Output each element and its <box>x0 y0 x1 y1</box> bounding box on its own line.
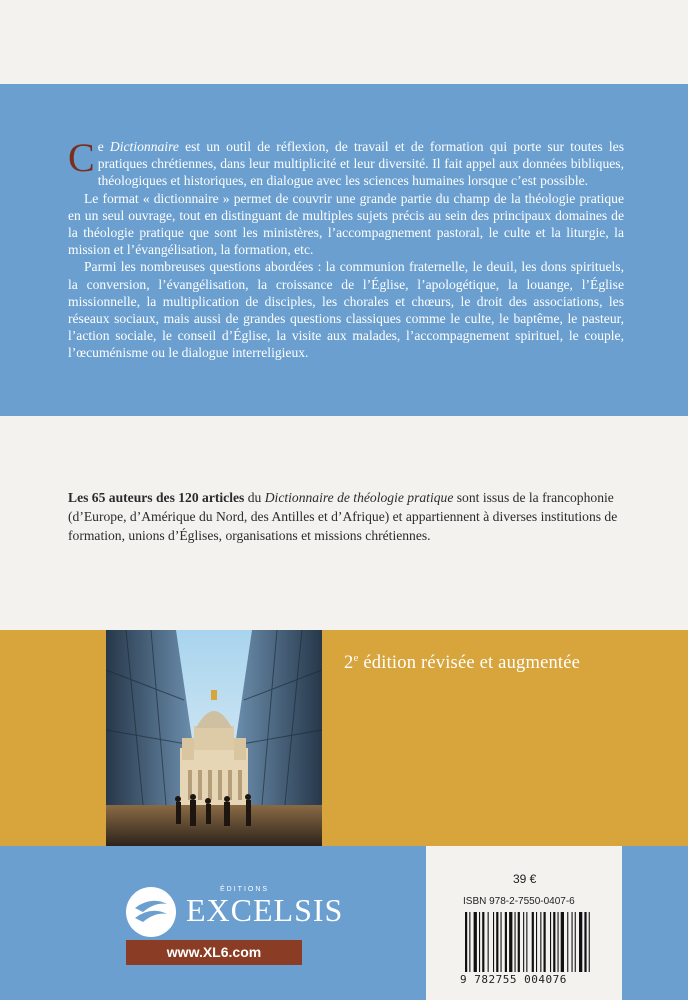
barcode-bar <box>558 912 559 972</box>
barcode-bar <box>536 912 537 972</box>
barcode-bar <box>567 912 568 972</box>
barcode-bar <box>575 912 576 972</box>
blurb-paragraph-2: Le format « dictionnaire » permet de couvrir une grande partie du champ de la théologie pratique en un seul ouvrage, tout en distinguant de multiples sujets précis au sein des principaux domaines de la théologie pratique que sont les ministères, l’accompagnement pastoral, le culte et la liturgie, la mission et l’évangélisation, la formation, etc. <box>68 190 624 258</box>
cathedral-photo <box>106 630 322 846</box>
barcode-bar <box>518 912 520 972</box>
barcode-bar <box>579 912 582 972</box>
dropcap: C <box>68 135 95 180</box>
barcode-bar <box>540 912 541 972</box>
blurb-paragraph-1: Ce Dictionnaire est un outil de réflexion, de travail et de formation qui porte sur toutes les pratiques chrétiennes, dans leur multiplicité et leur diversité. Il fait appel aux données bibliques, théologiques et historiques, en dialogue avec les sciences humaines lorsque c’est possible. <box>68 135 624 189</box>
barcode-bar <box>465 912 467 972</box>
price-label: 39 € <box>513 872 537 886</box>
edition-label: 2e édition révisée et augmentée <box>344 652 581 674</box>
barcode-bar <box>501 912 502 972</box>
barcode-bar <box>488 912 489 972</box>
barcode-bar <box>474 912 477 972</box>
barcode-bar <box>482 912 484 972</box>
barcode-bar <box>584 912 586 972</box>
barcode-bar <box>550 912 551 972</box>
isbn-label: ISBN 978-2-7550-0407-6 <box>463 896 575 907</box>
barcode-bar <box>589 912 590 972</box>
excelsis-logo-icon <box>125 886 177 938</box>
cathedral-illustration <box>106 630 322 846</box>
barcode <box>463 912 613 972</box>
barcode-bar <box>509 912 512 972</box>
publisher-name: EXCELSIS <box>186 892 344 928</box>
barcode-bar <box>544 912 546 972</box>
barcode-bar <box>553 912 555 972</box>
barcode-bar <box>572 912 573 972</box>
dictionnaire-italic: Dictionnaire <box>109 139 179 154</box>
publisher-url[interactable]: www.XL6.com <box>126 940 302 965</box>
ean-digits: 9 782755 004076 <box>460 973 567 986</box>
authors-paragraph: Les 65 auteurs des 120 articles du Dictionnaire de théologie pratique sont issus de la francophonie (d’Europe, d’Amérique du Nord, des Antilles et d’Afrique) et appartiennent à diverses institutions de formation, unions d’Églises, organisations et missions chrétiennes. <box>68 490 618 543</box>
blurb-paragraph-3: Parmi les nombreuses questions abordées : la communion fraternelle, le deuil, les dons spirituels, la conversion, l’évangélisation, la croissance de l’Église, l’apologétique, la louange, l’Église missionnelle, la multiplication de disciples, les chorales et chœurs, le droit des associations, les réseaux sociaux, mais aussi de grandes questions classiques comme le culte, le baptême, le pasteur, l’action sociale, le conseil d’Église, la visite aux malades, l’accompagnement spirituel, le couple, l’œcuménisme ou le dialogue interreligieux. <box>68 259 624 361</box>
barcode-bar <box>515 912 516 972</box>
barcode-bar <box>479 912 480 972</box>
barcode-bar <box>493 912 494 972</box>
barcode-bar <box>523 912 524 972</box>
barcode-bar <box>526 912 527 972</box>
barcode-bar <box>505 912 507 972</box>
back-cover-blurb <box>68 135 624 362</box>
barcode-bar <box>469 912 470 972</box>
barcode-bar <box>496 912 498 972</box>
barcode-bar <box>532 912 534 972</box>
publisher-editions-label: ÉDITIONS <box>220 886 270 893</box>
barcode-bar <box>561 912 564 972</box>
